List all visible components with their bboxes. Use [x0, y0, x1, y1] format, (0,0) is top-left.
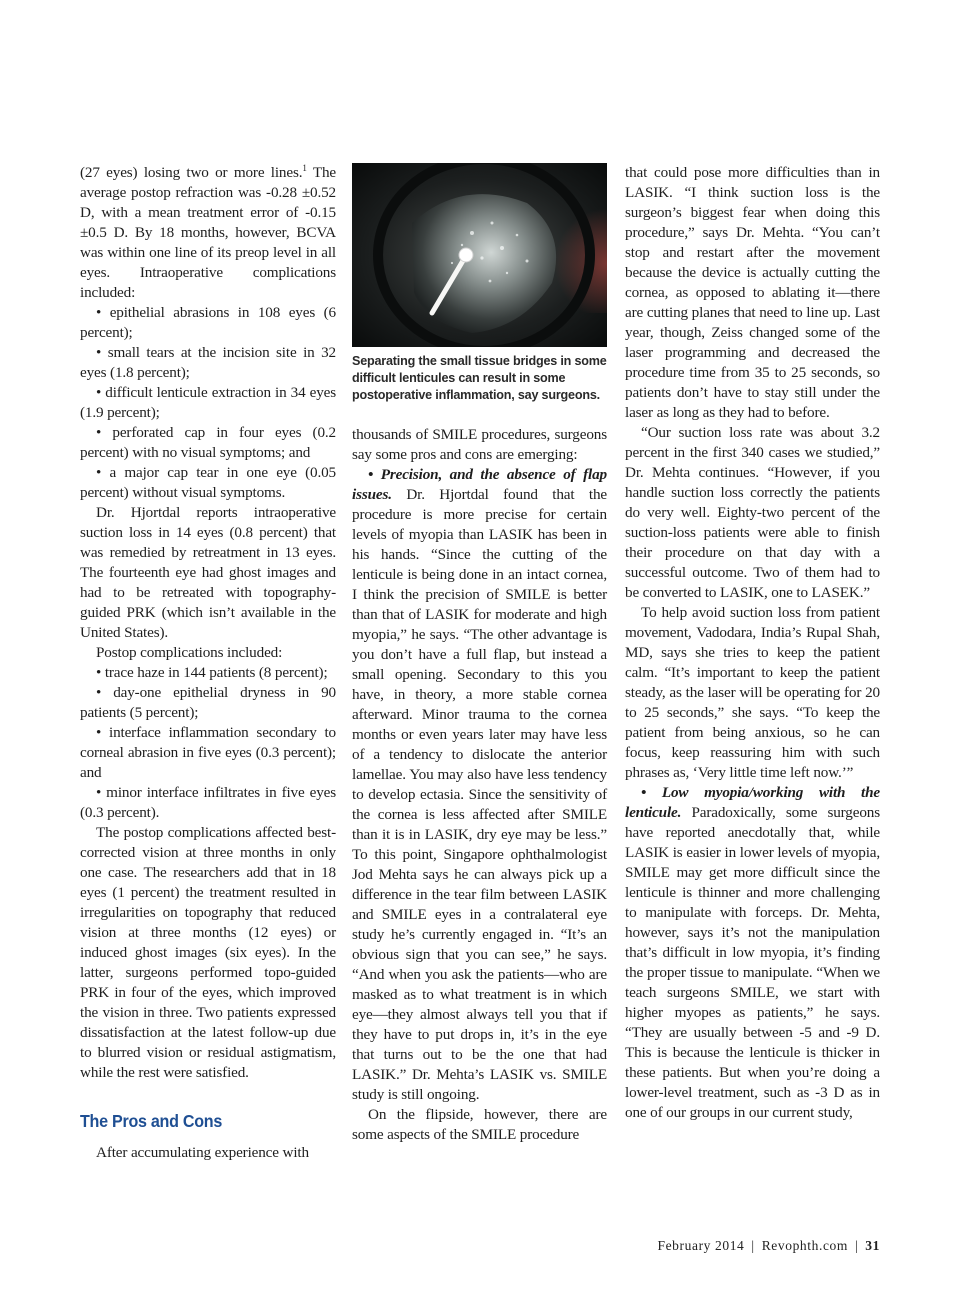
bullet-item: • interface inflammation secondary to corneal abrasion in five eyes (0.3 percent); and — [80, 724, 336, 781]
figure — [352, 163, 607, 404]
figure-caption: Separating the small tissue bridges in some difficult lenticules can result in some postoperative inflammation, say surgeons. — [352, 354, 607, 402]
paragraph: • Low myopia/working with the lenticule. Paradoxically, some surgeons have reported anecdotally that, while LASIK is easier in lower levels of myopia, SMILE may get more difficult since the lenticule is thinner and more challenging to manipulate with forceps. Dr. Mehta, however, says it’s not the manipulation that’s difficult in low myopia, it’s finding the proper tissue to manipulate. “When we teach surgeons SMILE, we start with higher myopes as patients,” he says. “They are usually between -5 and -9 D. This is because the lenticule is thicker in these patients. But when you’re doing a lower-level treatment, such as -3 D as in one of our groups in our current study, — [625, 784, 880, 1121]
bullet-item: • minor interface infiltrates in five eyes (0.3 percent). — [80, 784, 336, 821]
bullet-item: • day-one epithelial dryness in 90 patients (5 percent); — [80, 684, 336, 721]
bullet-item: • trace haze in 144 patients (8 percent); — [96, 664, 328, 681]
paragraph: Postop complications included: — [96, 644, 283, 661]
paragraph: that could pose more difficulties than in LASIK. “I think suction loss is the surgeon’s biggest fear when doing this procedure,” says Dr. Mehta. “You can’t stop and restart after the movement because the device is actually cutting the cornea, as opposed to ablating it—there are cutting planes that need to line up. Last year, though, Zeiss changed some of the laser programming and decreased the procedure time from 35 to 25 seconds, so patients don’t have to stay still under the laser as long as they had to before. — [625, 164, 880, 421]
article-column-2 — [352, 425, 607, 1145]
paragraph: After accumulating experience with — [96, 1144, 309, 1161]
section-heading: The Pros and Cons — [80, 1111, 223, 1131]
bullet-item: • epithelial abrasions in 108 eyes (6 percent); — [80, 304, 336, 341]
lead-in: • Low myopia/working with the lenticule. — [625, 784, 880, 821]
paragraph: The postop complications affected best-corrected vision at three months in only one case. The researchers add that in 18 eyes (1 percent) the treatment resulted in irregularities on topography that reduced vision at three months (12 eyes) or induced ghost images (six eyes). In the latter, surgeons performed topo-guided PRK in four of the eyes, which improved the vision in three. Two patients expressed dissatisfaction at the latest follow-up due to blurred vision or residual astigmatism, while the rest were satisfied. — [80, 824, 336, 1081]
separator: | — [751, 1238, 755, 1253]
paragraph: (27 eyes) losing two or more lines.$^1$ The average postop refraction was -0.28 ±0.52 D, with a mean treatment error of -0.15 ±0.5 D. By 18 months, however, BCVA was within one line of its preop level in all eyes. Intraoperative complications included: — [80, 162, 336, 301]
separator: | — [855, 1238, 859, 1253]
bullet-item: • a major cap tear in one eye (0.05 percent) without visual symptoms. — [80, 464, 336, 501]
issue-date: February 2014 — [657, 1238, 745, 1253]
paragraph: On the flipside, however, there are some aspects of the SMILE procedure — [352, 1106, 607, 1143]
bullet-item: • perforated cap in four eyes (0.2 percent) with no visual symptoms; and — [80, 424, 336, 461]
eye-surgery-photo — [352, 163, 607, 347]
page-number: 31 — [865, 1238, 880, 1253]
article-column-3 — [625, 163, 880, 1123]
paragraph: • Precision, and the absence of flap issues. Dr. Hjortdal found that the procedure is more precise for certain levels of myopia than LASIK has been in his hands. “Since the cutting of the lenticule is being done in an intact cornea, I think the precision of SMILE is better than that of LASIK for moderate and high myopia,” he says. “The other advantage is you don’t have a full flap, but instead a small opening. Secondary to this you have, in theory, a more stable cornea afterward. Minor trauma to the cornea months or even years later may have less of a tendency to dislocate the anterior lamellae. You may also have less tendency to develop ectasia. Since the sensitivity of the cornea is less affected after SMILE than it is in LASIK, dry eye may be less.” To this point, Singapore ophthalmologist Jod Mehta says he can always pick up a difference in the tear film between LASIK and SMILE eyes in a contralateral eye study he’s currently engaged in. “It’s an obvious sign that you can see,” he says. “And when you ask the patients—who are masked as to what treatment is in which eye—they almost always tell you that if they have to put drops in, it’s in the eye that turns out to be the one that had LASIK.” Dr. Mehta’s LASIK vs. SMILE study is still ongoing. — [352, 466, 607, 1103]
website: Revophth.com — [761, 1238, 849, 1253]
paragraph: To help avoid suction loss from patient movement, Vadodara, India’s Rupal Shah, MD, says she tries to keep the patient calm. “It’s important to keep the patient steady, as the laser will be operating for 20 to 25 seconds,” she says. “To keep the patient from being anxious, so he can focus, keep reassuring him with such phrases as, ‘Very little time left now.’” — [625, 604, 880, 781]
reference-marker: 1 — [302, 162, 307, 173]
paragraph: thousands of SMILE procedures, surgeons say some pros and cons are emerging: — [352, 426, 607, 463]
bullet-item: • small tears at the incision site in 32 eyes (1.8 percent); — [80, 344, 336, 381]
bullet-item: • difficult lenticule extraction in 34 eyes (1.9 percent); — [80, 384, 336, 421]
article-column-1 — [80, 163, 336, 1163]
page-footer — [657, 1238, 880, 1254]
paragraph: “Our suction loss rate was about 3.2 percent in the first 340 cases we studied,” Dr. Mehta continues. “However, if you handle suction loss correctly the patients do very well. Eighty-two percent of the suction-loss patients were able to finish their procedure on that day with a successful outcome. Two of them had to be converted to LASIK, one to LASEK.” — [625, 424, 880, 601]
paragraph: Dr. Hjortdal reports intraoperative suction loss in 14 eyes (0.8 percent) that was remedied by retreatment in 13 eyes. The fourteenth eye had ghost images and had to be retreated with topography-guided PRK (which isn’t available in the United States). — [80, 504, 336, 641]
lead-in: • Precision, and the absence of flap issues. — [352, 466, 607, 503]
